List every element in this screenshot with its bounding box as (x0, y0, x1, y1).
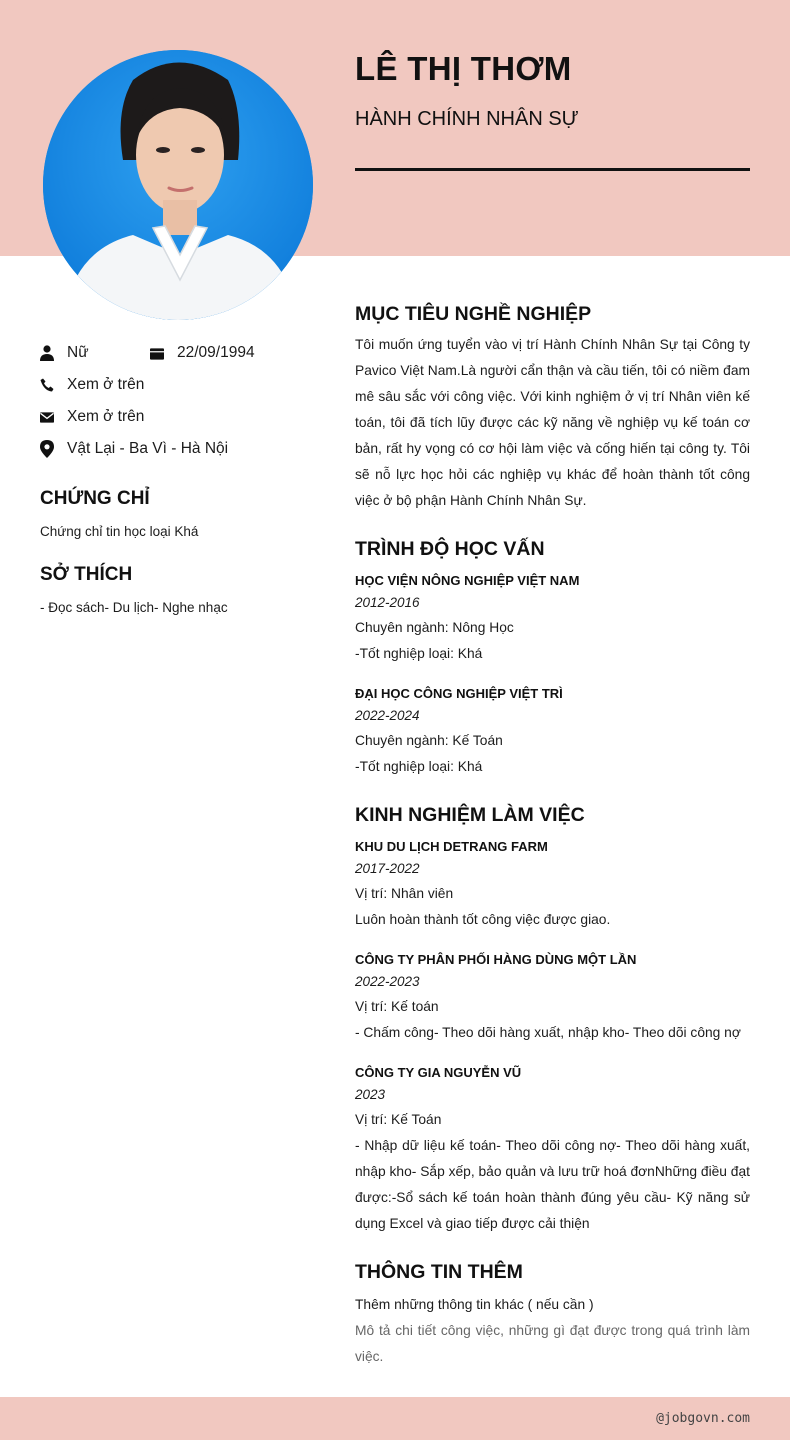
education-major: Chuyên ngành: Kế Toán (355, 733, 503, 748)
experience-description: Luôn hoàn thành tốt công việc được giao. (355, 912, 611, 927)
gender-value: Nữ (67, 344, 89, 361)
birthdate-row (150, 344, 255, 362)
certificates-heading: CHỨNG CHỈ (40, 488, 150, 509)
calendar-icon (150, 345, 164, 361)
education-grade: -Tốt nghiệp loại: Khá (355, 759, 483, 774)
experience-period: 2017-2022 (355, 861, 420, 876)
additional-description: Mô tả chi tiết công việc, những gì đạt được trong quá trình làm việc. (355, 1323, 750, 1364)
phone-row (40, 376, 144, 394)
candidate-name: LÊ THỊ THƠM (355, 50, 572, 87)
education-school: ĐẠI HỌC CÔNG NGHIỆP VIỆT TRÌ (355, 686, 563, 701)
education-school: HỌC VIỆN NÔNG NGHIỆP VIỆT NAM (355, 573, 580, 588)
hobbies-heading: SỞ THÍCH (40, 564, 133, 585)
objective-text: Tôi muốn ứng tuyển vào vị trí Hành Chính Nhân Sự tại Công ty Pavico Việt Nam.Là người cẩn thận và cầu tiến, tôi có niềm đam mê sâu sắc với công việc. Với kinh nghiệm ở vị trí Nhân viên kế toán, tôi đã tích lũy được các kỹ năng về nghiệp vụ kế toán cơ bản, rất hy vọng có cơ hội làm việc và cống hiến tại công ty. Tôi sẽ nỗ lực học hỏi các nghiệp vụ khác để hoàn thành tốt công việc ở bộ phận Hành Chính Nhân Sự. (355, 337, 750, 508)
additional-heading: THÔNG TIN THÊM (355, 1261, 523, 1283)
footer-watermark: @jobgovn.com (656, 1411, 750, 1426)
address-row (40, 440, 228, 458)
experience-period: 2023 (355, 1087, 386, 1102)
email-icon (40, 409, 54, 425)
experience-company: CÔNG TY PHÂN PHỐI HÀNG DÙNG MỘT LẦN (355, 952, 637, 967)
education-grade: -Tốt nghiệp loại: Khá (355, 646, 483, 661)
header-divider (355, 168, 750, 171)
gender-row (40, 344, 89, 362)
experience-description: - Nhập dữ liệu kế toán- Theo dõi công nợ- Theo dõi hàng xuất, nhập kho- Sắp xếp, bảo quản và lưu trữ hoá đơnNhững điều đạt được:-Sổ sách kế toán hoàn thành đúng yêu cầu- Kỹ năng sử dụng Excel và giao tiếp được cải thiện (355, 1138, 750, 1231)
education-period: 2022-2024 (355, 708, 420, 723)
person-icon (40, 345, 54, 361)
profile-photo (43, 50, 313, 320)
experience-company: KHU DU LỊCH DETRANG FARM (355, 839, 548, 854)
experience-position: Vị trí: Nhân viên (355, 886, 454, 901)
email-row (40, 408, 144, 426)
additional-line: Thêm những thông tin khác ( nếu cần ) (355, 1297, 594, 1312)
hobbies-text: - Đọc sách- Du lịch- Nghe nhạc (40, 600, 228, 615)
location-pin-icon (40, 441, 54, 457)
education-major: Chuyên ngành: Nông Học (355, 620, 514, 635)
experience-heading: KINH NGHIỆM LÀM VIỆC (355, 804, 585, 826)
experience-position: Vị trí: Kế Toán (355, 1112, 442, 1127)
candidate-role: HÀNH CHÍNH NHÂN SỰ (355, 108, 579, 130)
experience-period: 2022-2023 (355, 974, 420, 989)
certificates-text: Chứng chỉ tin học loại Khá (40, 524, 199, 539)
education-period: 2012-2016 (355, 595, 420, 610)
phone-icon (40, 377, 54, 393)
birthdate-value: 22/09/1994 (177, 344, 255, 361)
experience-position: Vị trí: Kế toán (355, 999, 439, 1014)
experience-description: - Chấm công- Theo dõi hàng xuất, nhập kho- Theo dõi công nợ (355, 1025, 741, 1040)
address-value: Vật Lại - Ba Vì - Hà Nội (67, 440, 229, 457)
email-value: Xem ở trên (67, 408, 145, 425)
experience-company: CÔNG TY GIA NGUYỄN VŨ (355, 1065, 522, 1080)
phone-value: Xem ở trên (67, 376, 145, 393)
objective-heading: MỤC TIÊU NGHỀ NGHIỆP (355, 303, 592, 325)
education-heading: TRÌNH ĐỘ HỌC VẤN (355, 538, 545, 560)
